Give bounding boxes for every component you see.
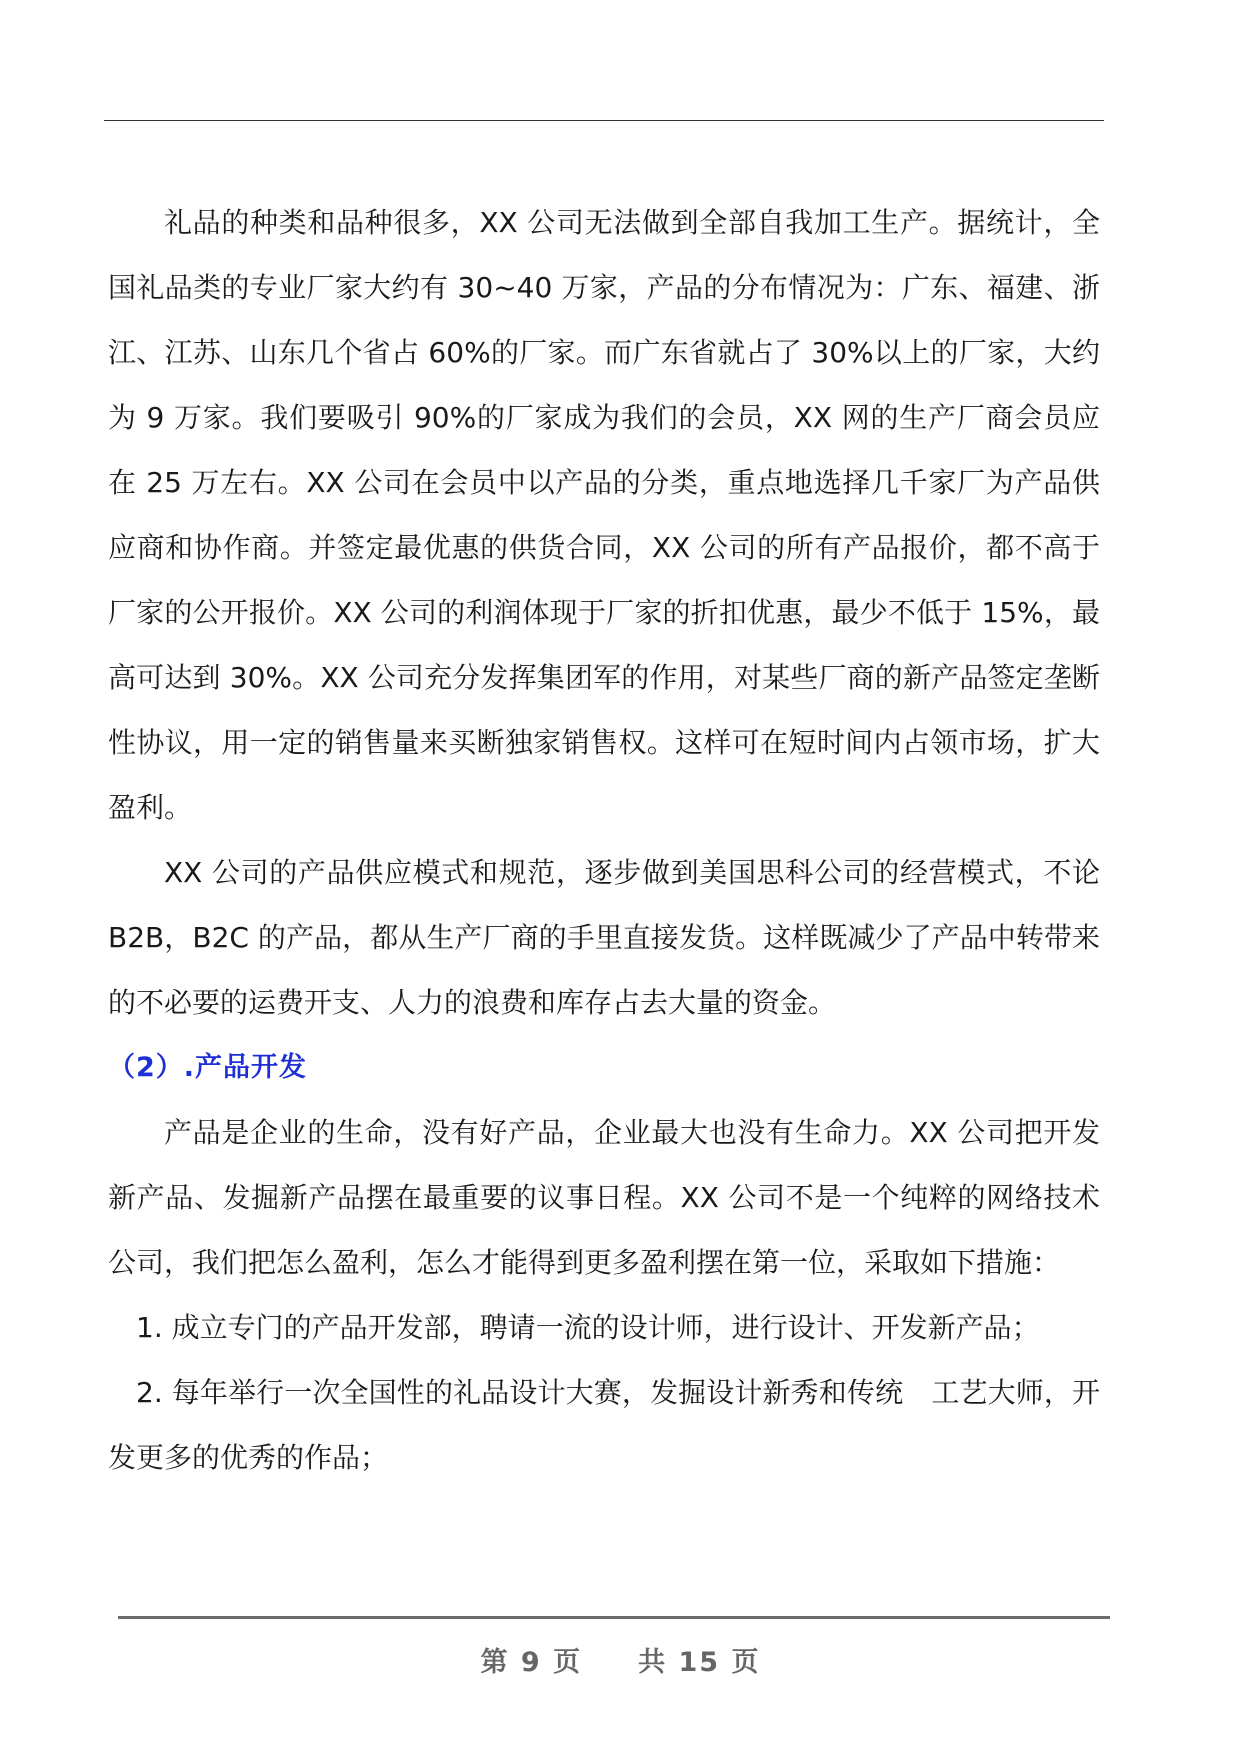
list-item-2: 2. 每年举行一次全国性的礼品设计大赛，发掘设计新秀和传统 工艺大师，开发更多的优秀的作品； (108, 1376, 1100, 1474)
document-body (108, 190, 1100, 1490)
page-number-total: 共 15 页 (638, 1647, 761, 1678)
paragraph-supply-model: XX 公司的产品供应模式和规范，逐步做到美国思科公司的经营模式，不论 B2B，B2C 的产品，都从生产厂商的手里直接发货。这样既减少了产品中转带来的不必要的运费开支、人力的浪费和库存占去大量的资金。 (108, 856, 1100, 1019)
page-number-current: 第 9 页 (480, 1647, 583, 1678)
page-footer (0, 1640, 1241, 1679)
list-item-1: 1. 成立专门的产品开发部，聘请一流的设计师，进行设计、开发新产品； (136, 1311, 1040, 1344)
footer-rule (118, 1616, 1110, 1619)
paragraph-supply: 礼品的种类和品种很多，XX 公司无法做到全部自我加工生产。据统计，全国礼品类的专业厂家大约有 30~40 万家，产品的分布情况为：广东、福建、浙江、江苏、山东几个省占 60%的厂家。而广东省就占了 30%以上的厂家，大约为 9 万家。我们要吸引 90%的厂家成为我们的会员，XX 网的生产厂商会员应在 25 万左右。XX 公司在会员中以产品的分类，重点地选择几千家厂为产品供应商和协作商。并签定最优惠的供货合同，XX 公司的所有产品报价，都不高于厂家的公开报价。XX 公司的利润体现于厂家的折扣优惠，最少不低于 15%，最高可达到 30%。XX 公司充分发挥集团军的作用，对某些厂商的新产品签定垄断性协议，用一定的销售量来买断独家销售权。这样可在短时间内占领市场，扩大盈利。 (108, 206, 1100, 824)
header-rule (104, 120, 1104, 121)
paragraph-product-development: 产品是企业的生命，没有好产品，企业最大也没有生命力。XX 公司把开发新产品、发掘新产品摆在最重要的议事日程。XX 公司不是一个纯粹的网络技术公司，我们把怎么盈利，怎么才能得到更多盈利摆在第一位，采取如下措施： (108, 1116, 1100, 1279)
section-heading-product-development: （2）.产品开发 (108, 1052, 308, 1083)
